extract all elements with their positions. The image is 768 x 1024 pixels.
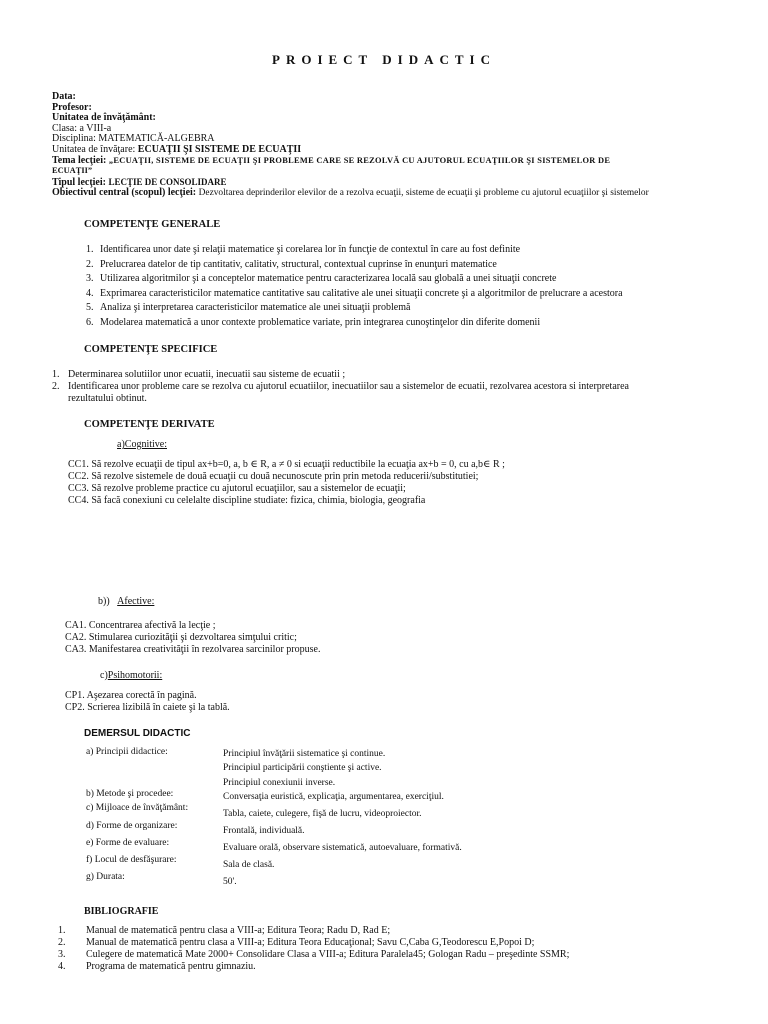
psychomotor-heading: [100, 670, 162, 682]
psychomotor-list: [65, 690, 230, 714]
approach-value: Principiul participării conştiente şi active.: [223, 763, 382, 773]
general-competences-title: COMPETENŢE GENERALE: [84, 219, 221, 230]
list-item: CC1. Să rezolve ecuaţii de tipul ax+b=0, a, b ∈ R, a ≠ 0 si ecuaţii reductibile la ecuaţia ax+b = 0, cu a,b∈ R ;: [68, 459, 505, 470]
bibliography-title: BIBLIOGRAFIE: [84, 906, 159, 917]
cognitive-label: a)Cognitive:: [117, 439, 167, 450]
list-item: CA3. Manifestarea creativităţii în rezolvarea sarcinilor propuse.: [65, 644, 321, 655]
header-block: [52, 92, 649, 199]
list-item: 4. Exprimarea caracteristicilor matematice cantitative sau calitative ale unei situaţii concrete şi a algoritmilor de prelucrare a acestora: [86, 287, 623, 299]
approach-value: Evaluare orală, observare sistematică, autoevaluare, formativă.: [223, 843, 462, 853]
list-item: 6. Modelarea matematică a unor contexte problematice variate, prin integrarea cunoştinţelor din diferite domenii: [86, 316, 541, 328]
learning-unit-label: Unitatea de învăţare:: [52, 143, 136, 155]
approach-label: c) Mijloace de învăţământ:: [86, 803, 189, 813]
specific-competences-title: COMPETENŢE SPECIFICE: [84, 344, 218, 355]
psychomotor-label: Psihomotorii:: [107, 670, 163, 681]
lesson-theme-label: Tema lecţiei:: [52, 154, 107, 166]
bibliography-list: [58, 925, 569, 973]
list-item: 1. Determinarea solutiilor unor ecuatii, inecuatii sau sisteme de ecuatii ;: [52, 369, 346, 380]
list-item: 1. Manual de matematică pentru clasa a VIII-a; Editura Teora; Radu D, Rad E;: [58, 925, 391, 936]
cognitive-list: [68, 459, 505, 507]
document-title: PROIECT DIDACTIC: [272, 52, 496, 67]
list-item: CC2. Să rezolve sistemele de două ecuaţii cu două necunoscute prin prin metoda reducerii/substitutiei;: [68, 471, 479, 482]
approach-value: Sala de clasă.: [223, 860, 275, 870]
specific-competences-list: [52, 369, 629, 405]
professor-label: Profesor:: [52, 101, 92, 113]
list-item: CP2. Scrierea lizibilă în caiete şi la tablă.: [65, 702, 230, 713]
list-item-continuation: rezultatului obtinut.: [68, 393, 147, 404]
approach-label: e) Forme de evaluare:: [86, 838, 170, 848]
list-item: 1. Identificarea unor date şi relaţii matematice şi corelarea lor în funcţie de contextul în care au fost definite: [86, 244, 521, 255]
class-label: Clasa: a VIII-a: [52, 122, 112, 134]
general-competences-list: [86, 243, 623, 330]
lesson-theme-value-cont: ECUAŢII”: [52, 166, 93, 176]
learning-unit-line: [52, 145, 649, 156]
subject-label: Disciplina:: [52, 133, 96, 145]
derived-competences-title: COMPETENŢE DERIVATE: [84, 419, 215, 430]
approach-value: Principiul conexiunii inverse.: [223, 778, 336, 788]
list-item: 2. Manual de matematică pentru clasa a VIII-a; Editura Teora Educaţional; Savu C,Caba G,Teodorescu E,Popoi D;: [58, 937, 535, 948]
subject-value: MATEMATICĂ-ALGEBRA: [98, 133, 215, 145]
approach-label: b) Metode şi procedee:: [86, 789, 174, 799]
list-item: CC4. Să facă conexiuni cu celelalte discipline studiate: fizica, chimia, biologia, geografia: [68, 495, 426, 506]
date-label: Data:: [52, 91, 76, 102]
objective-label: Obiectivul central (scopul) lecţiei:: [52, 187, 197, 199]
approach-value: 50'.: [223, 877, 237, 887]
list-item: CA1. Concentrarea afectivă la lecţie ;: [65, 620, 216, 631]
approach-value: Frontală, individuală.: [223, 826, 305, 836]
list-item: CP1. Aşezarea corectă în pagină.: [65, 690, 197, 701]
lesson-theme-line: [52, 156, 649, 167]
list-item: 3. Culegere de matematică Mate 2000+ Consolidare Clasa a VIII-a; Editura Paralela45; Gologan Radu – preşedinte SSMR;: [58, 949, 570, 960]
didactic-approach-title: DEMERSUL DIDACTIC: [84, 728, 191, 739]
list-item: CA2. Stimularea curiozităţii şi dezvoltarea simţului critic;: [65, 632, 297, 643]
approach-value: Conversaţia euristică, explicaţia, argumentarea, exerciţiul.: [223, 792, 444, 802]
list-item: 5. Analiza şi interpretarea caracteristicilor matematice ale unei situaţii problemă: [86, 302, 411, 313]
school-label: Unitatea de învăţământ:: [52, 112, 156, 124]
approach-label: a) Principii didactice:: [86, 747, 168, 757]
objective-line: [52, 188, 649, 199]
approach-value: Tabla, caiete, culegere, fişă de lucru, videoproiector.: [223, 809, 422, 819]
list-item: 2. Prelucrarea datelor de tip cantitativ, calitativ, structural, contextual cuprinse în enunţuri matematice: [86, 258, 497, 270]
approach-value: Principiul învăţării sistematice şi continue.: [223, 749, 386, 759]
lesson-type-label: Tipul lecţiei:: [52, 176, 106, 188]
list-item: 2. Identificarea unor probleme care se rezolva cu ajutorul ecuatiilor, inecuatiilor sau a sistemelor de ecuatii, rezolvarea acestora si interpretarea: [52, 381, 629, 392]
approach-label: f) Locul de desfăşurare:: [86, 855, 177, 865]
approach-label: g) Durata:: [86, 872, 125, 882]
psychomotor-number: c): [100, 670, 108, 681]
affective-list: [65, 620, 320, 656]
learning-unit-value: ECUAŢII ŞI SISTEME DE ECUAŢII: [137, 143, 302, 155]
lesson-theme-value: „ECUAŢII, SISTEME DE ECUAŢII ŞI PROBLEME CARE SE REZOLVĂ CU AJUTORUL ECUAŢIILOR ŞI SISTEMELOR DE: [108, 155, 611, 165]
list-item: CC3. Să rezolve probleme practice cu ajutorul ecuaţiilor, sau a sistemelor de ecuaţii;: [68, 483, 406, 494]
affective-label: Afective:: [117, 596, 155, 607]
list-item: 4. Programa de matematică pentru gimnaziu.: [58, 961, 256, 972]
list-item: 3. Utilizarea algoritmilor şi a conceptelor matematice pentru caracterizarea locală sau globală a unei situaţii concrete: [86, 273, 557, 284]
approach-label: d) Forme de organizare:: [86, 821, 178, 831]
affective-number: b)): [98, 596, 110, 607]
objective-value: Dezvoltarea deprinderilor elevilor de a rezolva ecuaţii, sisteme de ecuaţii şi probleme cu ajutorul ecuaţiilor şi sistemelor: [198, 188, 649, 199]
lesson-type-value: LECŢIE DE CONSOLIDARE: [108, 176, 227, 187]
affective-heading: [98, 596, 154, 608]
